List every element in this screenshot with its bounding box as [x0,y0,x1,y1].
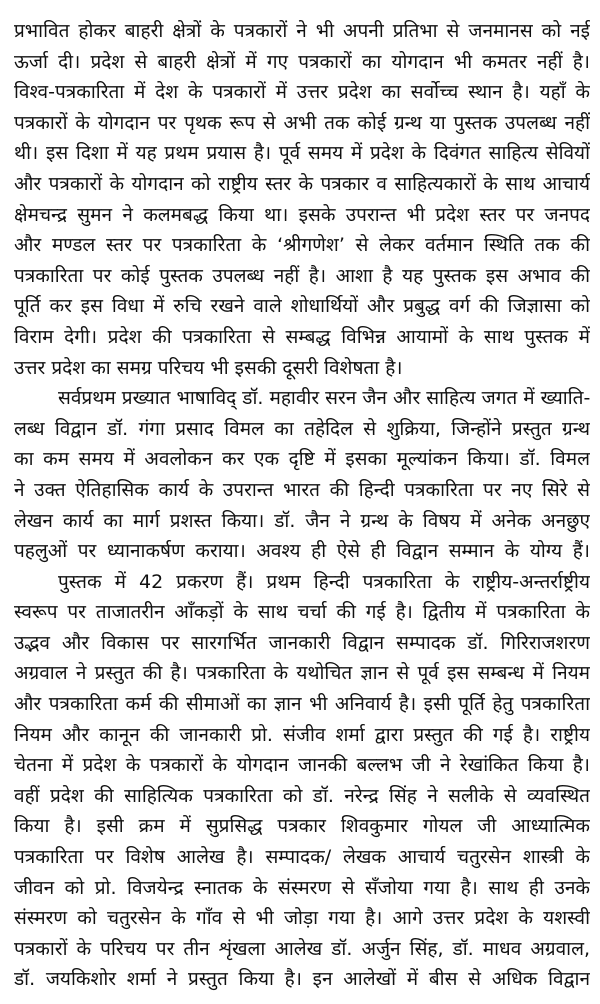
text-line: पहलुओं पर ध्यानाकर्षण कराया। अवश्य ही ऐसे ही विद्वान सम्मान के योग्य हैं। [14,540,590,563]
text-line: सर्वप्रथम प्रख्यात भाषाविद् डॉ. महावीर सरन जैन और साहित्य जगत में ख्याति- [58,387,590,410]
text-line: पत्रकारों के परिचय पर तीन शृंखला आलेख डॉ. अर्जुन सिंह, डॉ. माधव अग्रवाल, [14,937,590,960]
text-line: नियम और कानून की जानकारी प्रो. संजीव शर्मा द्वारा प्रस्तुत की गई है। राष्ट्रीय [14,723,590,746]
text-line: किया है। इसी क्रम में सुप्रसिद्ध पत्रकार शिवकुमार गोयल जी आध्यात्मिक [14,815,590,838]
text-line: पूर्ति कर इस विधा में रुचि रखने वाले शोधार्थियों और प्रबुद्ध वर्ग की जिज्ञासा को [14,295,590,318]
text-line: वहीं प्रदेश की साहित्यिक पत्रकारिता को डॉ. नरेन्द्र सिंह ने सलीके से व्यवस्थित [14,784,590,807]
text-line: चेतना में प्रदेश के पत्रकारों के योगदान जानकी बल्लभ जी ने रेखांकित किया है। [14,754,590,777]
text-line: विश्व-पत्रकारिता में देश के पत्रकारों में उत्तर प्रदेश का सर्वोच्च स्थान है। यहाँ के [14,81,590,104]
text-line: पत्रकारिता पर कोई पुस्तक उपलब्ध नहीं है। आशा है यह पुस्तक इस अभाव की [14,264,590,287]
text-line: प्रभावित होकर बाहरी क्षेत्रों के पत्रकारों ने भी अपनी प्रतिभा से जनमानस को नई [14,20,590,42]
text-line: पत्रकारिता पर विशेष आलेख है। सम्पादक/ लेखक आचार्य चतुरसेन शास्त्री के [14,846,590,869]
text-line: का कम समय में अवलोकन कर एक दृष्टि में इसका मूल्यांकन किया। डॉ. विमल [14,448,590,471]
document-page [14,16,590,995]
text-line: स्वरूप पर ताजातरीन आँकड़ों के साथ चर्चा की गई है। द्वितीय में पत्रकारिता के [14,601,590,624]
text-line: अग्रवाल ने प्रस्तुत की है। पत्रकारिता के यथोचित ज्ञान से पूर्व इस सम्बन्ध में नियम [14,662,590,685]
text-line: क्षेमचन्द्र सुमन ने कलमबद्ध किया था। इसके उपरान्त भी प्रदेश स्तर पर जनपद [14,203,590,226]
text-line: विराम देगी। प्रदेश की पत्रकारिता से सम्बद्ध विभिन्न आयामों के साथ पुस्तक में [14,325,590,348]
text-line: उत्तर प्रदेश का समग्र परिचय भी इसकी दूसरी विशेषता है। [14,356,403,379]
text-line: और मण्डल स्तर पर पत्रकारिता के ‘श्रीगणेश’ से लेकर वर्तमान स्थिति तक की [14,234,590,257]
text-line: डॉ. जयकिशोर शर्मा ने प्रस्तुत किया है। इन आलेखों में बीस से अधिक विद्वान [14,968,590,991]
text-line: लब्ध विद्वान डॉ. गंगा प्रसाद विमल का तहेदिल से शुक्रिया, जिन्होंने प्रस्तुत ग्रन्थ [14,417,590,440]
text-line: लेखन कार्य का मार्ग प्रशस्त किया। डॉ. जैन ने ग्रन्थ के विषय में अनेक अनछुए [14,509,590,532]
text-line: उद्भव और विकास पर सारगर्भित जानकारी विद्वान सम्पादक डॉ. गिरिराजशरण [14,631,590,654]
text-line: संस्मरण को चतुरसेन के गाँव से भी जोड़ा गया है। आगे उत्तर प्रदेश के यशस्वी [14,907,590,930]
text-line: जीवन को प्रो. विजयेन्द्र स्नातक के संस्मरण से सँजोया गया है। साथ ही उनके [14,876,590,899]
text-line: और पत्रकारों के योगदान को राष्ट्रीय स्तर के पत्रकार व साहित्यकारों के साथ आचार्य [14,172,590,195]
text-line: पुस्तक में 42 प्रकरण हैं। प्रथम हिन्दी पत्रकारिता के राष्ट्रीय-अन्तर्राष्ट्रीय [58,570,590,593]
text-line: और पत्रकारिता कर्म की सीमाओं का ज्ञान भी अनिवार्य है। इसी पूर्ति हेतु पत्रकारिता [14,693,590,716]
text-line: ने उक्त ऐतिहासिक कार्य के उपरान्त भारत की हिन्दी पत्रकारिता पर नए सिरे से [14,478,590,501]
text-line: थी। इस दिशा में यह प्रथम प्रयास है। पूर्व समय में प्रदेश के दिवंगत साहित्य सेवियों [14,142,590,165]
text-line: पत्रकारों के योगदान पर पृथक रूप से अभी तक कोई ग्रन्थ या पुस्तक उपलब्ध नहीं [14,111,590,134]
text-line: ऊर्जा दी। प्रदेश से बाहरी क्षेत्रों में गए पत्रकारों का योगदान भी कमतर नहीं है। [14,50,590,73]
